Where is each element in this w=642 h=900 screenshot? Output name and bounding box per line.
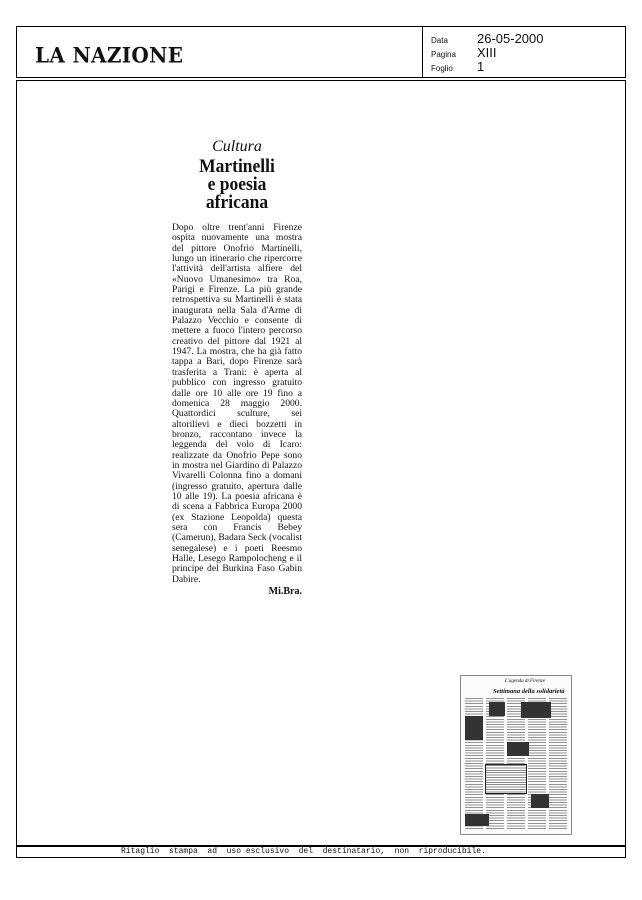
thumbnail-photo bbox=[465, 716, 483, 740]
article-body-text: Dopo oltre trent'anni Firenze ospita nuovamente una mostra del pittore Onofrio Martinelli, lungo un itinerario che ripercorre l'attività dell'artista alfiere del «Nuovo Umanesimo» tra Roa, Parigi e Firenze. La più grande retrospettiva su Martinelli è stata inaugurata nella Sala d'Arme di Palazzo Vecchio e consente di mettere a fuoco l'intero percorso creativo del pittore dal 1921 al 1947. La mostra, che ha già fatto tappa a Bari, dopo Firenze sarà trasferita a Trani: è aperta al pubblico con ingresso gratuito dalle ore 10 alle ore 19 fino a domenica 28 maggio 2000. Quattordici sculture, sei altorilievi e dieci bozzetti in bronzo, raccontano invece la leggenda del volo di Icaro: realizzate da Onofrio Pepe sono in mostra nel Giardino di Palazzo Vivarelli Colonna fino a domani (ingresso gratuito, apertura dalle 10 alle 19). La poesia africana è di scena a Fabbrica Europa 2000 (ex Stazione Leopolda) questa sera con Francis Bebey (Camerun), Badara Seck (vocalist senegalese) e i poeti Reesmo Halle, Lesego Rampolocheng e il principe del Burkina Faso Gabin Dabire. bbox=[172, 222, 302, 585]
clipping-header bbox=[16, 26, 626, 78]
article-rubric: Cultura bbox=[212, 138, 262, 155]
meta-sheet-value: 1 bbox=[477, 59, 485, 74]
article-body bbox=[172, 223, 302, 585]
page-thumbnail bbox=[460, 675, 572, 835]
meta-date-label: Data bbox=[431, 36, 448, 45]
article-headline bbox=[177, 158, 297, 212]
thumbnail-photo bbox=[507, 742, 529, 756]
clipping-meta bbox=[422, 27, 626, 77]
thumbnail-photo bbox=[531, 794, 549, 808]
headline-line: africana bbox=[205, 192, 269, 213]
newspaper-masthead: LA NAZIONE bbox=[35, 42, 184, 68]
meta-date bbox=[431, 31, 544, 45]
headline-line: Martinelli bbox=[199, 156, 275, 177]
footer-notice: Ritaglio stampa ad uso esclusivo del destinatario, non riproducibile. bbox=[121, 847, 486, 856]
meta-page bbox=[431, 45, 497, 59]
meta-date-value: 26-05-2000 bbox=[477, 31, 544, 46]
meta-sheet bbox=[431, 59, 484, 73]
clipping-footer bbox=[16, 846, 626, 858]
thumbnail-box bbox=[485, 764, 527, 794]
meta-page-label: Pagina bbox=[431, 50, 456, 59]
article bbox=[172, 138, 302, 597]
meta-page-value: XIII bbox=[477, 45, 497, 60]
thumbnail-title: L'agenda di Firenze bbox=[505, 679, 546, 684]
thumbnail-column bbox=[549, 698, 567, 830]
thumbnail-photo bbox=[521, 702, 551, 718]
article-signature: Mi.Bra. bbox=[268, 586, 302, 598]
thumbnail-photo bbox=[465, 814, 489, 826]
thumbnail-photo bbox=[489, 702, 505, 716]
meta-sheet-label: Foglio bbox=[431, 64, 453, 73]
thumbnail-headline: Settimana della solidarietà bbox=[493, 688, 565, 695]
headline-line: e poesia bbox=[207, 174, 267, 195]
